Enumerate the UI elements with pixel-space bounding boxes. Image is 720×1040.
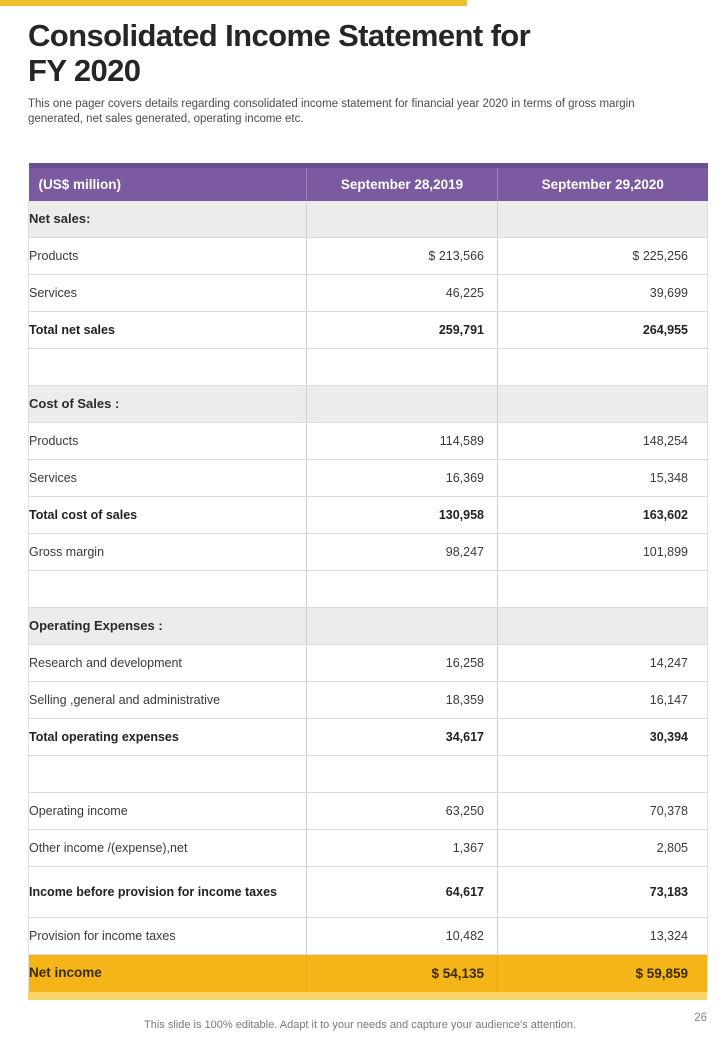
value-2019: $ 54,135: [307, 955, 498, 993]
value-2019: 98,247: [307, 534, 498, 571]
table-row: [29, 830, 708, 867]
table-row: [29, 719, 708, 756]
row-label: Income before provision for income taxes: [29, 867, 307, 918]
column-header-2019: September 28,2019: [307, 166, 498, 202]
table-row: [29, 534, 708, 571]
value-2019: [307, 571, 498, 608]
table-row: [29, 275, 708, 312]
table-row: [29, 386, 708, 423]
value-2019: 259,791: [307, 312, 498, 349]
value-2020: [498, 386, 708, 423]
row-label: Total net sales: [29, 312, 307, 349]
table-header-row: [29, 166, 708, 202]
page-title: [28, 18, 692, 88]
value-2019: [307, 386, 498, 423]
row-label: [29, 349, 307, 386]
row-label: [29, 571, 307, 608]
value-2019: 46,225: [307, 275, 498, 312]
value-2020: [498, 201, 708, 238]
income-statement-table-wrap: [28, 163, 707, 1000]
row-label: Services: [29, 460, 307, 497]
table-row: [29, 201, 708, 238]
row-label: Products: [29, 238, 307, 275]
value-2020: 14,247: [498, 645, 708, 682]
row-label: Gross margin: [29, 534, 307, 571]
value-2019: 34,617: [307, 719, 498, 756]
value-2020: $ 59,859: [498, 955, 708, 993]
net-income-row-shadow: [28, 992, 707, 1000]
top-accent-bar: [0, 0, 467, 6]
page-title-line1: Consolidated Income Statement for: [28, 18, 531, 53]
column-header-2020: September 29,2020: [498, 166, 708, 202]
row-label: Other income /(expense),net: [29, 830, 307, 867]
row-label: Operating income: [29, 793, 307, 830]
value-2020: 70,378: [498, 793, 708, 830]
income-table-body: [29, 201, 708, 992]
slide-header: [28, 18, 692, 127]
value-2020: 16,147: [498, 682, 708, 719]
table-row: [29, 460, 708, 497]
value-2019: 64,617: [307, 867, 498, 918]
table-row: [29, 867, 708, 918]
value-2020: 163,602: [498, 497, 708, 534]
value-2020: 15,348: [498, 460, 708, 497]
table-row: [29, 423, 708, 460]
value-2019: 18,359: [307, 682, 498, 719]
spacer-row: [29, 756, 708, 793]
value-2019: 16,258: [307, 645, 498, 682]
value-2020: 101,899: [498, 534, 708, 571]
table-row: [29, 238, 708, 275]
value-2019: [307, 201, 498, 238]
table-row: [29, 312, 708, 349]
row-label: Provision for income taxes: [29, 918, 307, 955]
row-label: Selling ,general and administrative: [29, 682, 307, 719]
page-subtitle: This one pager covers details regarding consolidated income statement for financial year 2020 in terms of gross margin generated, net sales generated, operating income etc.: [28, 98, 635, 126]
value-2019: 130,958: [307, 497, 498, 534]
table-row: [29, 497, 708, 534]
value-2020: [498, 349, 708, 386]
table-row: [29, 918, 708, 955]
value-2019: 114,589: [307, 423, 498, 460]
value-2020: [498, 756, 708, 793]
income-statement-table: [28, 163, 708, 992]
footer-note: This slide is 100% editable. Adapt it to your needs and capture your audience's attention.: [144, 1019, 576, 1031]
value-2020: 39,699: [498, 275, 708, 312]
value-2020: [498, 608, 708, 645]
value-2020: 13,324: [498, 918, 708, 955]
table-row: [29, 645, 708, 682]
row-label: [29, 756, 307, 793]
value-2019: $ 213,566: [307, 238, 498, 275]
row-label: Research and development: [29, 645, 307, 682]
table-row: [29, 608, 708, 645]
row-label: Total operating expenses: [29, 719, 307, 756]
value-2019: [307, 756, 498, 793]
value-2019: 10,482: [307, 918, 498, 955]
spacer-row: [29, 571, 708, 608]
value-2020: 264,955: [498, 312, 708, 349]
value-2019: 1,367: [307, 830, 498, 867]
row-label: Cost of Sales :: [29, 386, 307, 423]
row-label: Net sales:: [29, 201, 307, 238]
value-2020: $ 225,256: [498, 238, 708, 275]
value-2020: 30,394: [498, 719, 708, 756]
row-label: Products: [29, 423, 307, 460]
row-label: Total cost of sales: [29, 497, 307, 534]
column-header-label: (US$ million): [29, 166, 307, 202]
value-2020: [498, 571, 708, 608]
table-row: [29, 682, 708, 719]
value-2019: 63,250: [307, 793, 498, 830]
page-number: 26: [694, 1012, 707, 1024]
spacer-row: [29, 349, 708, 386]
value-2019: 16,369: [307, 460, 498, 497]
row-label: Net income: [29, 955, 307, 993]
row-label: Operating Expenses :: [29, 608, 307, 645]
value-2020: 2,805: [498, 830, 708, 867]
value-2019: [307, 349, 498, 386]
value-2019: [307, 608, 498, 645]
row-label: Services: [29, 275, 307, 312]
value-2020: 148,254: [498, 423, 708, 460]
table-row: [29, 793, 708, 830]
value-2020: 73,183: [498, 867, 708, 918]
page-title-line2: FY 2020: [28, 53, 141, 89]
table-row: [29, 955, 708, 993]
